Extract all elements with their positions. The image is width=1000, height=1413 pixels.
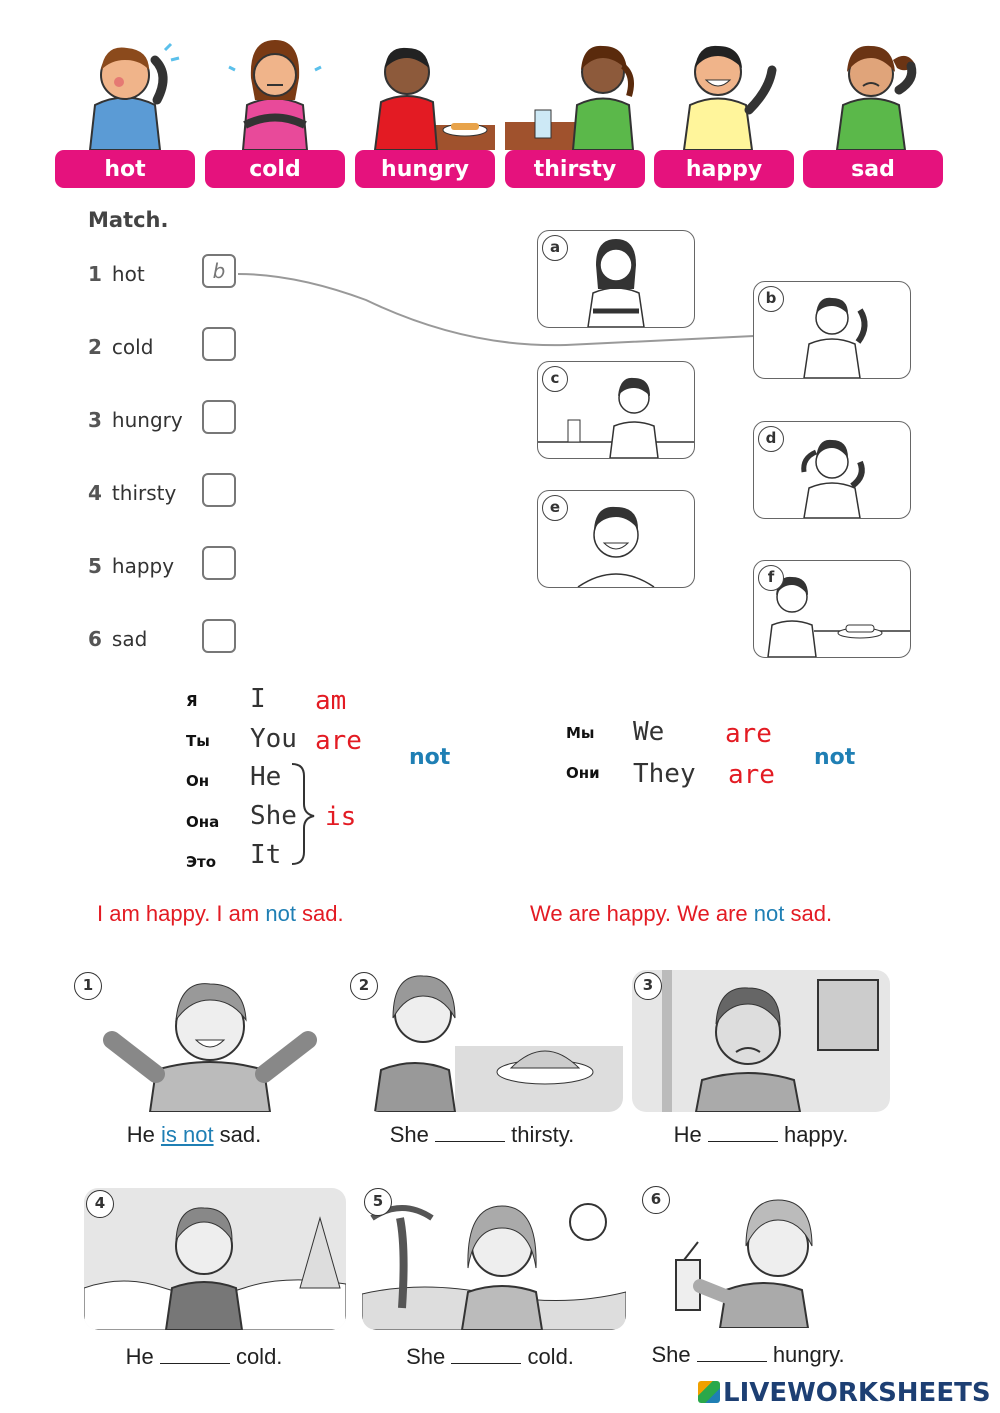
not-word-right: not: [814, 745, 856, 770]
sentence-start: She: [651, 1342, 697, 1367]
answer-blank-6[interactable]: [697, 1343, 767, 1362]
feeling-tag: hungry: [355, 150, 495, 188]
ru-pronoun: Они: [566, 764, 600, 782]
example-not: not: [265, 901, 296, 926]
feeling-card-thirsty: [505, 30, 645, 188]
sentence-start: She: [389, 1122, 435, 1147]
boy-hot-illustration: [55, 30, 195, 150]
exercise-number: 4: [86, 1190, 114, 1218]
hot-girl-sun: [362, 1188, 626, 1330]
answer-box-6[interactable]: [202, 619, 236, 653]
match-item-3: [88, 408, 183, 432]
exercise-number: 5: [364, 1188, 392, 1216]
sentence-end: hungry.: [766, 1342, 845, 1367]
verb-are: are: [315, 726, 362, 756]
exercise-sentence-2: [352, 1122, 612, 1148]
feeling-card-hot: [55, 30, 195, 188]
en-pronoun: He: [250, 762, 282, 792]
item-word: sad: [111, 627, 148, 651]
en-pronoun: She: [250, 801, 297, 831]
item-word: hungry: [111, 408, 183, 432]
sentence-start: She: [406, 1344, 452, 1369]
sentence-end: happy.: [777, 1122, 849, 1147]
answer-blank-3[interactable]: [708, 1123, 778, 1142]
girl-with-food: [365, 970, 623, 1112]
answer-box-4[interactable]: [202, 473, 236, 507]
picture-letter: e: [542, 495, 568, 521]
example-part: We are happy. We are: [530, 901, 754, 926]
answer-blank-1[interactable]: is not: [160, 1122, 214, 1147]
answer-box-1[interactable]: b: [202, 254, 236, 288]
answer-blank-2[interactable]: [435, 1123, 505, 1142]
girl-with-drink: [640, 1186, 898, 1328]
item-word: cold: [111, 335, 154, 359]
picture-letter: f: [758, 565, 784, 591]
picture-b: [753, 281, 911, 379]
feeling-tag: thirsty: [505, 150, 645, 188]
en-pronoun: You: [250, 724, 297, 754]
logo-text: LIVEWORKSHEETS: [723, 1378, 991, 1408]
answer-blank-4[interactable]: [160, 1345, 230, 1364]
picture-f: [753, 560, 911, 658]
exercise-sentence-6: [618, 1342, 878, 1368]
girl-sad-illustration: [803, 30, 943, 150]
happy-boy-arms-up: [90, 970, 348, 1112]
feeling-card-hungry: [355, 30, 495, 188]
girl-cold-illustration: [205, 30, 345, 150]
sentence-end: thirsty.: [505, 1122, 575, 1147]
item-number: 5: [88, 554, 102, 578]
verb-are-plural: are: [728, 760, 775, 790]
exercise-number: 3: [634, 972, 662, 1000]
item-word: happy: [111, 554, 175, 578]
exercise-number: 2: [350, 972, 378, 1000]
answer-box-2[interactable]: [202, 327, 236, 361]
ru-pronoun: Ты: [186, 732, 210, 750]
boy-hungry-illustration: [355, 30, 495, 150]
exercise-sentence-4: [74, 1344, 334, 1370]
match-item-1: [88, 262, 145, 286]
picture-a: [537, 230, 695, 328]
example-not: not: [753, 901, 785, 926]
exercise-picture-1: [90, 970, 348, 1112]
exercise-sentence-3: [631, 1122, 891, 1148]
picture-letter: b: [758, 286, 784, 312]
logo-icon: [698, 1381, 720, 1403]
sad-boy-window: [632, 970, 890, 1112]
sentence-end: cold.: [521, 1344, 574, 1369]
example-part: sad.: [784, 901, 833, 926]
sentence-start: He: [126, 1122, 161, 1147]
feeling-tag: sad: [803, 150, 943, 188]
item-number: 2: [88, 335, 102, 359]
sentence-start: He: [673, 1122, 708, 1147]
exercise-picture-4: [84, 1188, 346, 1330]
exercise-sentence-5: [360, 1344, 620, 1370]
answer-box-3[interactable]: [202, 400, 236, 434]
ru-pronoun: Мы: [566, 724, 595, 742]
feeling-tag: cold: [205, 150, 345, 188]
answer-blank-5[interactable]: [451, 1345, 521, 1364]
example-part: I am happy. I am: [97, 901, 266, 926]
exercise-picture-5: [362, 1188, 626, 1330]
match-item-2: [88, 335, 153, 359]
en-pronoun: I: [250, 684, 266, 714]
picture-letter: a: [542, 235, 568, 261]
picture-letter: c: [542, 366, 568, 392]
match-item-5: [88, 554, 174, 578]
verb-am: am: [315, 686, 347, 716]
girl-thirsty-illustration: [505, 30, 645, 150]
sentence-end: cold.: [229, 1344, 283, 1369]
picture-letter: d: [758, 426, 784, 452]
cold-boy-snow: [84, 1188, 346, 1330]
sentence-start: He: [125, 1344, 160, 1369]
feeling-card-sad: [803, 30, 943, 188]
example-sentence-right: [530, 901, 832, 927]
item-number: 1: [88, 262, 102, 286]
item-number: 3: [88, 408, 102, 432]
exercise-picture-2: [365, 970, 623, 1112]
brace: [288, 762, 328, 866]
ru-pronoun: Он: [186, 772, 210, 790]
feeling-tag: hot: [55, 150, 195, 188]
item-number: 4: [88, 481, 102, 505]
picture-c: [537, 361, 695, 459]
picture-d: [753, 421, 911, 519]
not-word-left: not: [409, 745, 451, 770]
en-pronoun: We: [633, 717, 665, 747]
verb-are-plural: are: [725, 719, 772, 749]
item-word: thirsty: [111, 481, 177, 505]
exercise-picture-3: [632, 970, 890, 1112]
ru-pronoun: Это: [186, 853, 217, 871]
ru-pronoun: Я: [186, 692, 198, 710]
ru-pronoun: Она: [186, 813, 220, 831]
feeling-card-cold: [205, 30, 345, 188]
example-sentence-left: [97, 901, 344, 927]
liveworksheets-logo[interactable]: [698, 1378, 991, 1408]
exercise-sentence-1: [64, 1122, 324, 1148]
item-word: hot: [111, 262, 145, 286]
en-pronoun: It: [250, 840, 282, 870]
verb-is: is: [325, 802, 357, 832]
answer-box-5[interactable]: [202, 546, 236, 580]
feeling-tag: happy: [654, 150, 794, 188]
exercise-picture-6: [640, 1186, 898, 1328]
match-item-6: [88, 627, 147, 651]
en-pronoun: They: [633, 759, 696, 789]
example-part: sad.: [295, 901, 344, 926]
feeling-card-happy: [654, 30, 794, 188]
exercise-number: 6: [642, 1186, 670, 1214]
sentence-end: sad.: [213, 1122, 262, 1147]
item-number: 6: [88, 627, 102, 651]
boy-happy-illustration: [654, 30, 794, 150]
exercise-number: 1: [74, 972, 102, 1000]
match-item-4: [88, 481, 176, 505]
match-title: Match.: [88, 208, 169, 232]
picture-e: [537, 490, 695, 588]
